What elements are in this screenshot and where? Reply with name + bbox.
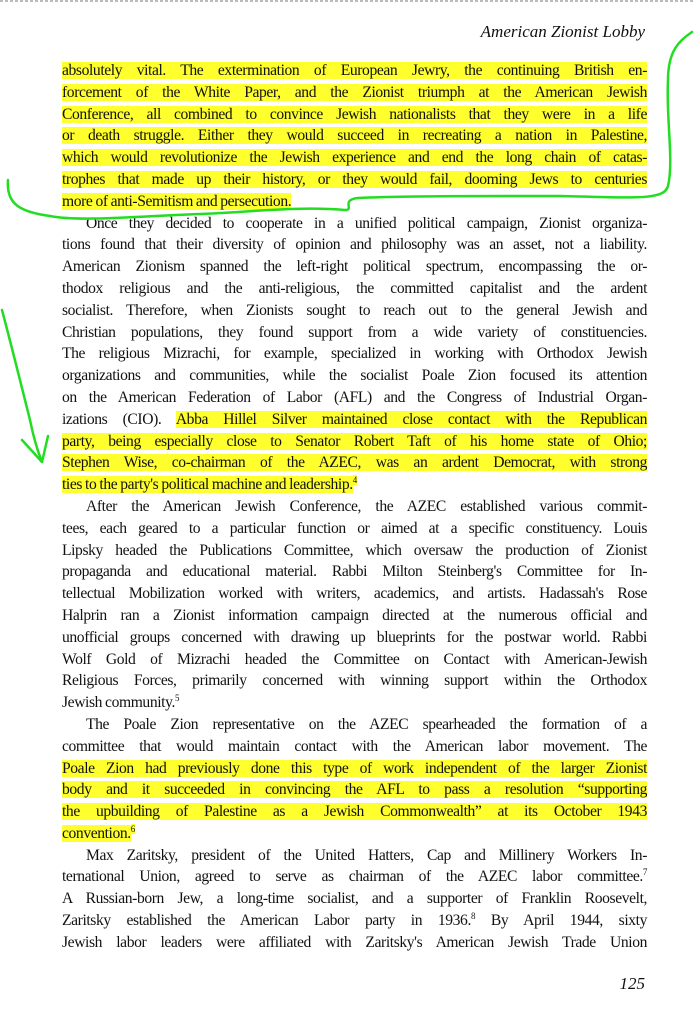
text-line — [62, 692, 647, 714]
highlighted-text: body and it succeeded in convincing the AFL to pass a resolution “supporting — [62, 781, 647, 799]
text-segment: thodox religious and the anti-religious, the committed capitalist and the ardent — [62, 279, 647, 297]
green-arrow-mark — [2, 310, 48, 462]
text-line — [62, 932, 647, 954]
scan-top-edge — [0, 0, 695, 2]
highlighted-text: forcement of the White Paper, and the Zionist triumph at the American Jewish — [62, 83, 647, 101]
text-line — [62, 343, 647, 365]
text-line — [62, 888, 647, 910]
highlighted-text: convention. — [62, 824, 131, 842]
text-segment: Religious Forces, primarily concerned with winning support within the Orthodox — [62, 672, 647, 690]
text-segment: The Poale Zion representative on the AZEC spearheaded the formation of a — [86, 715, 647, 733]
page-number: 125 — [619, 974, 645, 993]
text-segment: ternational Union, agreed to serve as chairman of the AZEC labor committee. — [62, 868, 643, 886]
text-segment: The religious Mizrachi, for example, specialized in working with Orthodox Jewish — [62, 345, 647, 363]
text-line — [62, 300, 647, 322]
text-segment: propaganda and educational material. Rabbi Milton Steinberg's Committee for In- — [62, 563, 647, 581]
highlighted-text: party, being especially close to Senator Robert Taft of his home state of Ohio; — [62, 432, 647, 450]
text-line — [62, 823, 647, 845]
text-line — [62, 758, 647, 780]
text-line — [62, 801, 647, 823]
text-segment: Christian populations, they found support from a wide variety of constituencies. — [62, 323, 647, 341]
text-segment: Once they decided to cooperate in a unified political campaign, Zionist organiza- — [86, 214, 647, 232]
text-line — [62, 431, 647, 453]
text-line — [62, 60, 647, 82]
text-line — [62, 540, 647, 562]
text-line — [62, 213, 647, 235]
highlighted-text: more of anti-Semitism and persecution. — [62, 192, 292, 210]
text-segment: committee that would maintain contact with the American labor movement. The — [62, 737, 647, 755]
footnote-marker: 6 — [130, 823, 135, 834]
text-line — [62, 169, 647, 191]
footnote-marker: 5 — [174, 693, 180, 704]
text-line — [62, 910, 647, 932]
text-line — [62, 561, 647, 583]
text-segment: Jewish community. — [62, 694, 175, 712]
text-segment: Zaritsky established the American Labor party in 1936. — [62, 912, 471, 930]
text-segment: tions found that their diversity of opinion and philosophy was an asset, not a liability. — [62, 236, 647, 254]
text-segment: organizations and communities, while the socialist Poale Zion focused its attention — [62, 367, 647, 385]
text-line — [62, 866, 647, 888]
text-segment: tees, each geared to a particular function or aimed at a specific constituency. Louis — [62, 519, 647, 537]
text-line — [62, 670, 647, 692]
text-line — [62, 452, 647, 474]
text-segment: After the American Jewish Conference, the AZEC established various commit- — [86, 497, 647, 515]
text-segment: socialist. Therefore, when Zionists sought to reach out to the general Jewish and — [62, 301, 647, 319]
footnote-marker: 4 — [352, 475, 357, 486]
text-segment: izations (CIO). — [62, 410, 176, 428]
highlighted-text: Poale Zion had previously done this type of work independent of the larger Zionist — [62, 759, 647, 777]
text-segment: By April 1944, sixty — [475, 912, 647, 930]
footnote-marker: 7 — [642, 867, 647, 878]
text-segment: tellectual Mobilization worked with writers, academics, and artists. Hadassah's Rose — [62, 585, 647, 603]
text-line — [62, 583, 647, 605]
text-line — [62, 322, 647, 344]
text-segment: American Zionism spanned the left-right political spectrum, encompassing the or- — [62, 258, 647, 276]
text-segment: A Russian-born Jew, a long-time socialist, and a supporter of Franklin Roosevelt, — [62, 890, 647, 908]
text-line — [62, 409, 647, 431]
text-line — [62, 649, 647, 671]
text-line — [62, 82, 647, 104]
text-line — [62, 627, 647, 649]
highlighted-text: which would revolutionize the Jewish experience and end the long chain of catas- — [62, 149, 647, 167]
text-line — [62, 605, 647, 627]
text-line — [62, 736, 647, 758]
text-segment: Halprin ran a Zionist information campaign directed at the numerous official and — [62, 606, 647, 624]
text-segment: on the American Federation of Labor (AFL) and the Congress of Industrial Organ- — [62, 388, 647, 406]
highlighted-text: Stephen Wise, co-chairman of the AZEC, was an ardent Democrat, with strong — [62, 454, 647, 472]
text-line — [62, 256, 647, 278]
text-line — [62, 518, 647, 540]
text-line — [62, 474, 647, 496]
text-segment: Max Zaritsky, president of the United Hatters, Cap and Millinery Workers In- — [86, 846, 647, 864]
highlighted-text: Abba Hillel Silver maintained close contact with the Republican — [175, 410, 647, 428]
text-line — [62, 365, 647, 387]
page-body-text — [62, 60, 647, 954]
highlighted-text: ties to the party's political machine and leadership. — [62, 476, 353, 494]
highlighted-text: trophes that made up their history, or they would fail, dooming Jews to centuries — [62, 170, 647, 188]
text-line — [62, 104, 647, 126]
text-line — [62, 147, 647, 169]
footnote-marker: 8 — [470, 911, 476, 922]
highlighted-text: or death struggle. Either they would succeed in recreating a nation in Palestine, — [62, 127, 647, 145]
text-segment: unofficial groups concerned with drawing up blueprints for the postwar world. Rabbi — [62, 628, 647, 646]
text-line — [62, 714, 647, 736]
text-segment: Lipsky headed the Publications Committee, which oversaw the production of Zionist — [62, 541, 647, 559]
highlighted-text: Conference, all combined to convince Jewish nationalists that they were in a life — [62, 105, 647, 123]
text-line — [62, 779, 647, 801]
text-line — [62, 387, 647, 409]
text-line — [62, 496, 647, 518]
text-line — [62, 125, 647, 147]
text-line — [62, 234, 647, 256]
running-header: American Zionist Lobby — [480, 22, 645, 41]
highlighted-text: the upbuilding of Palestine as a Jewish Commonwealth” at its October 1943 — [62, 803, 647, 821]
highlighted-text: absolutely vital. The extermination of European Jewry, the continuing British en- — [62, 62, 647, 79]
text-line — [62, 191, 647, 213]
text-line — [62, 845, 647, 867]
text-line — [62, 278, 647, 300]
text-segment: Jewish labor leaders were affiliated with Zaritsky's American Jewish Trade Union — [62, 933, 647, 951]
text-segment: Wolf Gold of Mizrachi headed the Committee on Contact with American-Jewish — [62, 650, 647, 668]
